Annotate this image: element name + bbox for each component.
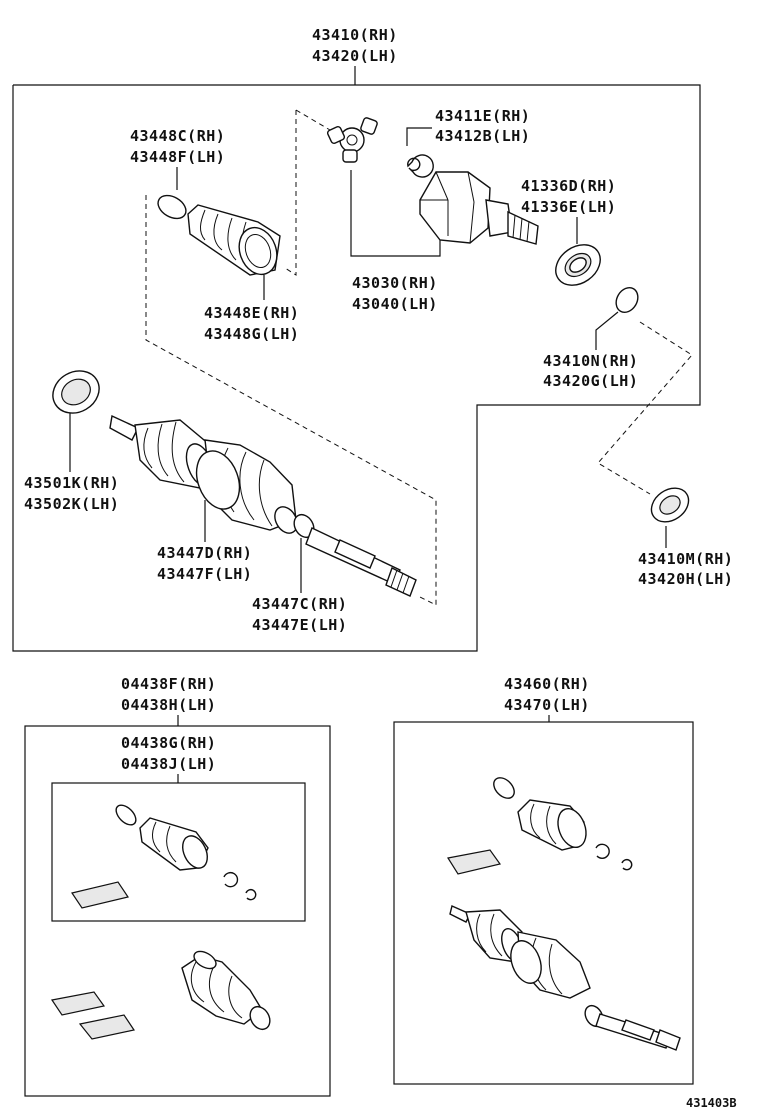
svg-text:43460(RH): 43460(RH) bbox=[504, 675, 590, 693]
label-oil-seal bbox=[521, 177, 616, 216]
label-shaft-assy bbox=[504, 675, 590, 714]
shaft-assy-shaft-icon bbox=[450, 906, 680, 1050]
svg-text:04438H(LH): 04438H(LH) bbox=[121, 696, 217, 714]
label-bearing-ring bbox=[638, 550, 733, 588]
snap-ring-small-icon bbox=[612, 284, 642, 317]
svg-text:43411E(RH): 43411E(RH) bbox=[435, 107, 531, 125]
svg-text:43447C(RH): 43447C(RH) bbox=[252, 595, 348, 613]
svg-text:43420H(LH): 43420H(LH) bbox=[638, 570, 734, 588]
label-boot-clamp-upper bbox=[130, 127, 225, 166]
label-boot-clamp-outboard bbox=[252, 595, 347, 634]
svg-text:43040(LH): 43040(LH) bbox=[352, 295, 438, 313]
svg-text:43410M(RH): 43410M(RH) bbox=[638, 550, 734, 568]
shaft-assy-boot-parts-icon bbox=[448, 774, 632, 874]
label-boot-kit-outer bbox=[121, 675, 216, 714]
svg-text:43448C(RH): 43448C(RH) bbox=[130, 127, 226, 145]
svg-text:43410(RH): 43410(RH) bbox=[312, 26, 398, 44]
svg-text:43448E(RH): 43448E(RH) bbox=[204, 304, 300, 322]
label-outboard-boot bbox=[157, 544, 252, 583]
label-boot-clamp-lower bbox=[204, 304, 299, 343]
svg-text:43502K(LH): 43502K(LH) bbox=[24, 495, 120, 513]
inboard-boot-icon bbox=[188, 205, 283, 280]
svg-text:43470(LH): 43470(LH) bbox=[504, 696, 590, 714]
boot-kit-inner-parts-icon bbox=[72, 802, 256, 908]
label-snap-ring-small bbox=[543, 352, 638, 390]
svg-text:04438J(LH): 04438J(LH) bbox=[121, 755, 217, 773]
label-dust-deflector bbox=[24, 474, 119, 513]
tripod-joint-icon bbox=[327, 117, 378, 162]
svg-text:43420G(LH): 43420G(LH) bbox=[543, 372, 639, 390]
snap-ring-icon bbox=[408, 155, 433, 177]
dust-deflector-icon bbox=[45, 363, 107, 422]
boot-kit-outer-parts-icon bbox=[52, 948, 274, 1039]
svg-text:04438F(RH): 04438F(RH) bbox=[121, 675, 217, 693]
svg-text:43448F(LH): 43448F(LH) bbox=[130, 148, 226, 166]
svg-text:43501K(RH): 43501K(RH) bbox=[24, 474, 120, 492]
svg-text:43448G(LH): 43448G(LH) bbox=[204, 325, 300, 343]
label-boot-kit-inner bbox=[121, 734, 216, 773]
svg-text:41336E(LH): 41336E(LH) bbox=[521, 198, 617, 216]
bearing-ring-icon bbox=[645, 481, 695, 529]
svg-text:43412B(LH): 43412B(LH) bbox=[435, 127, 531, 145]
figure-code: 431403B bbox=[686, 1096, 737, 1110]
svg-text:43420(LH): 43420(LH) bbox=[312, 47, 398, 65]
oil-seal-icon bbox=[548, 236, 608, 293]
boot-clamp-upper-icon bbox=[154, 191, 190, 223]
outboard-shaft-assembly-icon bbox=[110, 416, 416, 596]
svg-text:43447D(RH): 43447D(RH) bbox=[157, 544, 253, 562]
svg-text:43030(RH): 43030(RH) bbox=[352, 274, 438, 292]
svg-text:41336D(RH): 41336D(RH) bbox=[521, 177, 617, 195]
label-assembly-top bbox=[312, 26, 398, 65]
label-inboard-joint bbox=[352, 274, 438, 313]
svg-text:04438G(RH): 04438G(RH) bbox=[121, 734, 217, 752]
svg-text:43447E(LH): 43447E(LH) bbox=[252, 616, 348, 634]
svg-text:43447F(LH): 43447F(LH) bbox=[157, 565, 253, 583]
label-snap-ring bbox=[435, 107, 530, 145]
svg-text:43410N(RH): 43410N(RH) bbox=[543, 352, 639, 370]
